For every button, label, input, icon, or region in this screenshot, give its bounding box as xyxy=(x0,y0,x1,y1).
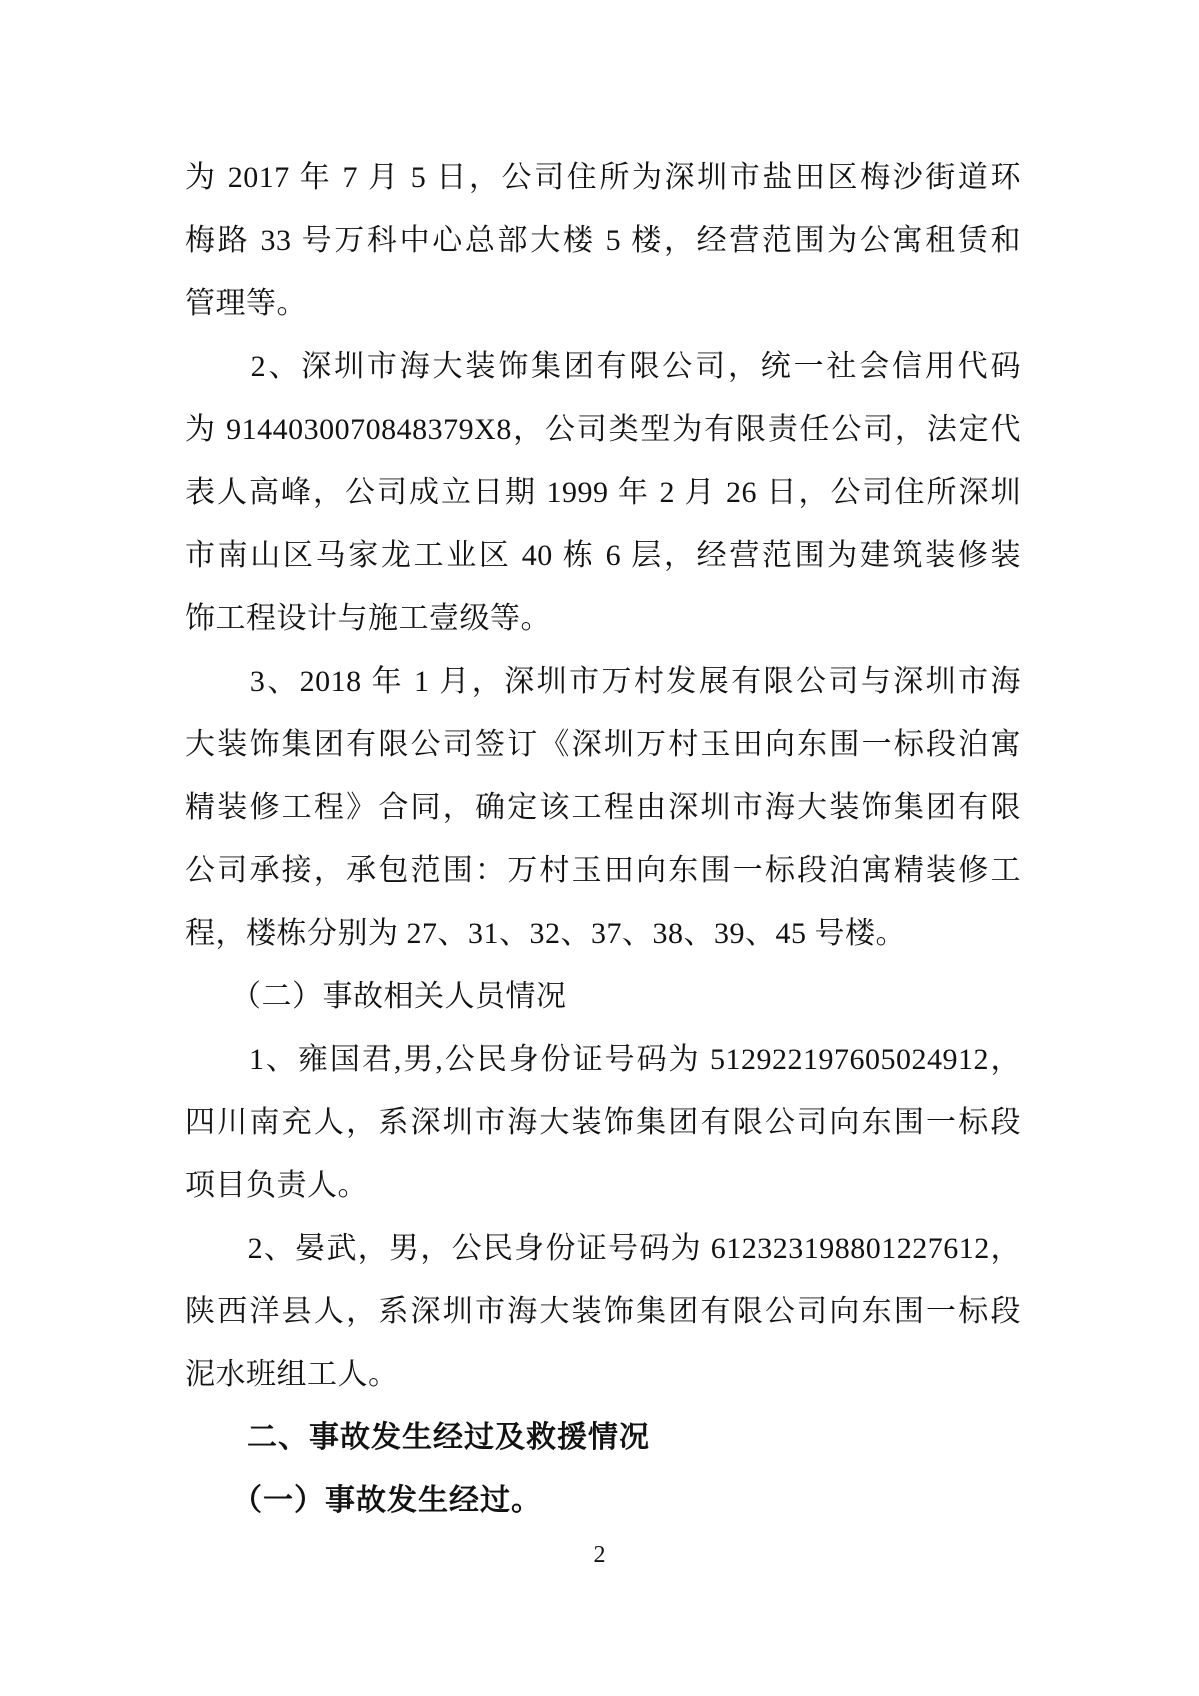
text-line: 饰工程设计与施工壹级等。 xyxy=(185,602,551,635)
text-line: 四川南充人，系深圳市海大装饰集团有限公司向东围一标段 xyxy=(185,1106,1021,1139)
paragraph xyxy=(185,335,1021,650)
text-line: 2、晏武，男，公民身份证号码为 612323198801227612， xyxy=(185,1232,1021,1265)
paragraph xyxy=(185,1028,1021,1217)
text-line: 二、事故发生经过及救援情况 xyxy=(185,1421,650,1454)
paragraph xyxy=(185,965,1021,1028)
document-body xyxy=(185,146,1021,1532)
text-line: 为 9144030070848379X8，公司类型为有限责任公司，法定代 xyxy=(185,413,1021,446)
text-line: 公司承接，承包范围：万村玉田向东围一标段泊寓精装修工 xyxy=(185,854,1021,887)
text-line: 1、雍国君,男,公民身份证号码为 512922197605024912， xyxy=(185,1043,1021,1076)
text-line: 泥水班组工人。 xyxy=(185,1358,399,1391)
paragraph xyxy=(185,1217,1021,1406)
text-line: 陕西洋县人，系深圳市海大装饰集团有限公司向东围一标段 xyxy=(185,1295,1021,1328)
text-line: 梅路 33 号万科中心总部大楼 5 楼，经营范围为公寓租赁和 xyxy=(185,224,1021,257)
text-line: 为 2017 年 7 月 5 日，公司住所为深圳市盐田区梅沙街道环 xyxy=(185,161,1021,194)
text-line: 2、深圳市海大装饰集团有限公司，统一社会信用代码 xyxy=(185,350,1021,383)
text-line: 项目负责人。 xyxy=(185,1169,368,1202)
text-line: 3、2018 年 1 月，深圳市万村发展有限公司与深圳市海 xyxy=(185,665,1021,698)
paragraph xyxy=(185,146,1021,335)
text-line: 市南山区马家龙工业区 40 栋 6 层，经营范围为建筑装修装 xyxy=(185,539,1021,572)
text-line: （一）事故发生经过。 xyxy=(185,1484,542,1517)
page-footer xyxy=(0,1541,1199,1569)
text-line: 管理等。 xyxy=(185,287,307,320)
text-line: 表人高峰，公司成立日期 1999 年 2 月 26 日，公司住所深圳 xyxy=(185,476,1021,509)
text-line: 大装饰集团有限公司签订《深圳万村玉田向东围一标段泊寓 xyxy=(185,728,1021,761)
paragraph xyxy=(185,650,1021,965)
text-line: 程，楼栋分别为 27、31、32、37、38、39、45 号楼。 xyxy=(185,917,906,950)
text-line: 精装修工程》合同，确定该工程由深圳市海大装饰集团有限 xyxy=(185,791,1021,824)
text-line: （二）事故相关人员情况 xyxy=(185,980,567,1013)
paragraph xyxy=(185,1469,1021,1532)
paragraph xyxy=(185,1406,1021,1469)
page-number: 2 xyxy=(593,1542,606,1568)
